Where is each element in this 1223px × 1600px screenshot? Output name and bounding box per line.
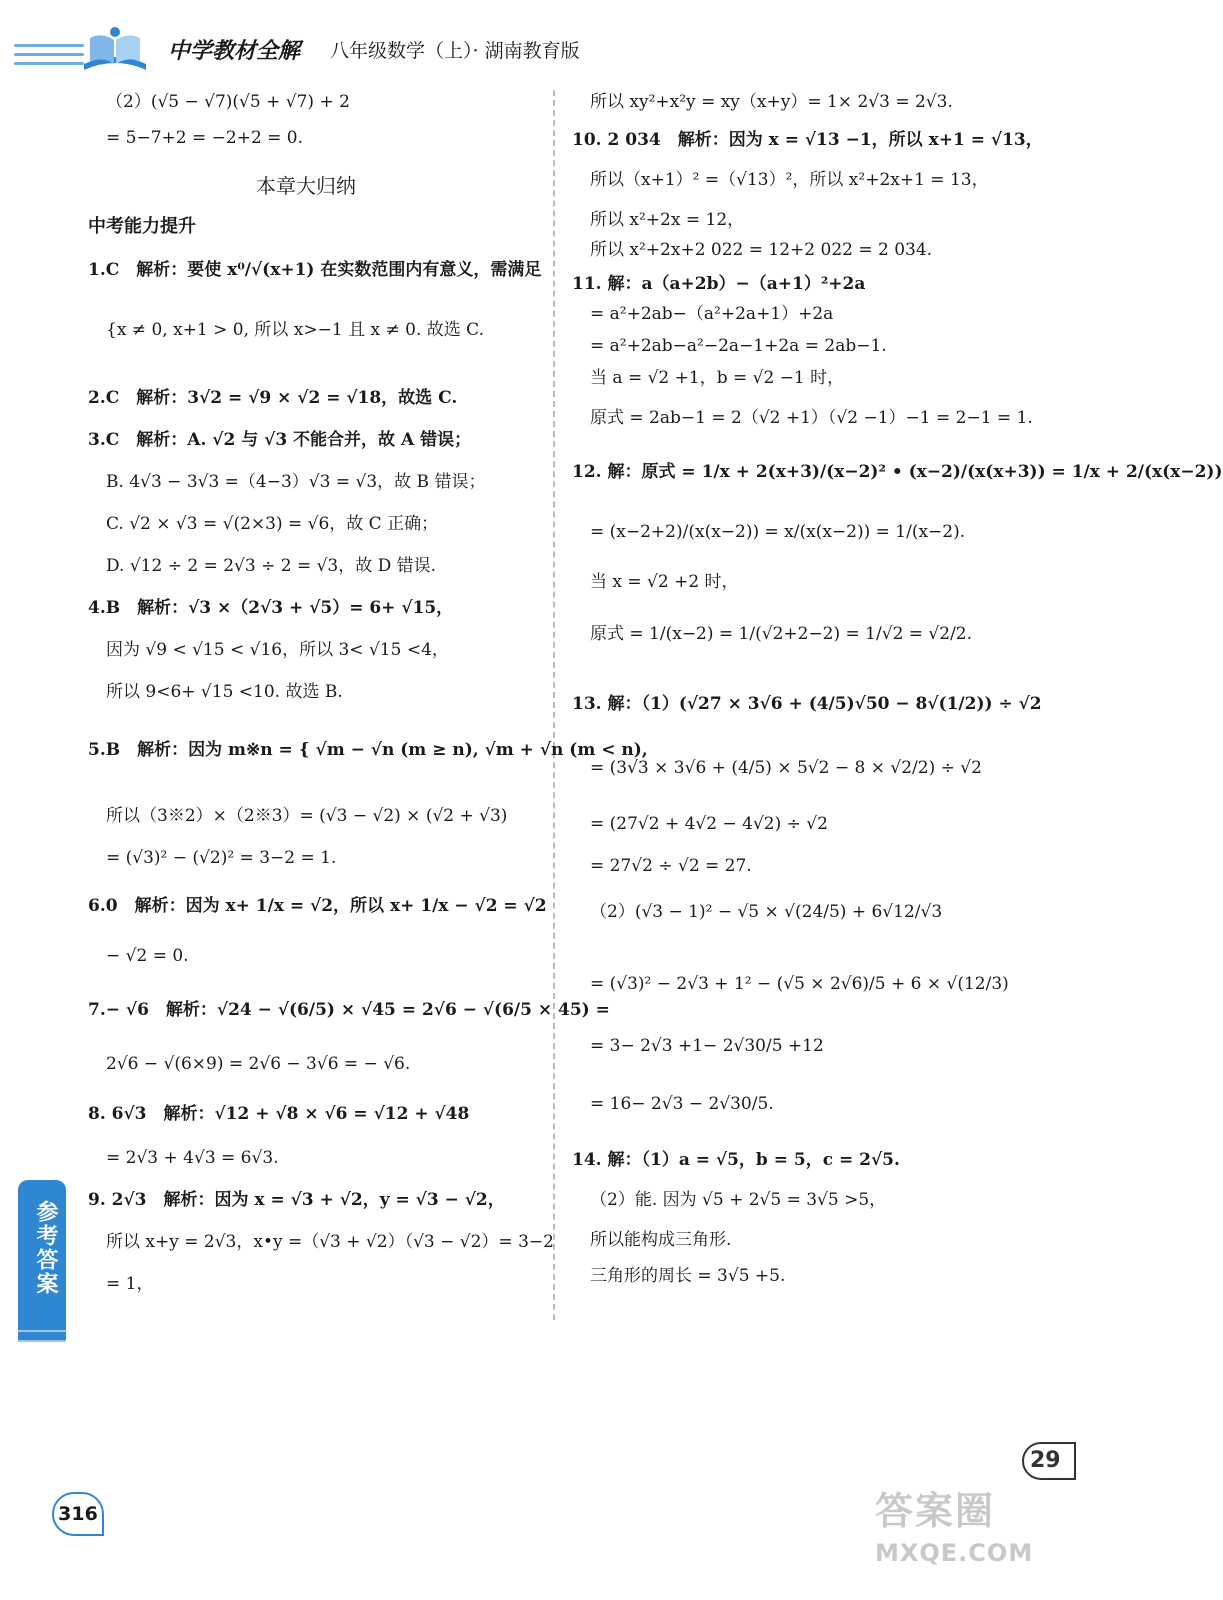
answer-line: 所以能构成三角形. [590, 1230, 732, 1250]
answer-line: 所以 x²+2x = 12， [590, 210, 745, 230]
answer-line: = (√3)² − 2√3 + 1² − (√5 × 2√6)/5 + 6 × √(12/3) [590, 974, 1009, 994]
side-tab-label: 参考答案 [33, 1200, 58, 1296]
book-logo-icon [78, 24, 152, 76]
subsection-title: 中考能力提升 [88, 216, 196, 237]
answer-line: B. 4√3 − 3√3 =（4−3）√3 = √3，故 B 错误； [106, 472, 486, 492]
answer-line: 所以 x+y = 2√3，x•y =（√3 + √2）（√3 − √2）= 3−2 [106, 1232, 554, 1252]
answer-line: 当 a = √2 +1，b = √2 −1 时， [590, 368, 845, 388]
corner-page-number: 29 [1022, 1442, 1076, 1480]
answer-line: = 3− 2√3 +1− 2√30/5 +12 [590, 1036, 824, 1056]
answer-line: 所以（x+1）² =（√13）²，所以 x²+2x+1 = 13， [590, 170, 989, 190]
page-header [0, 0, 1066, 80]
answer-line: = 27√2 ÷ √2 = 27. [590, 856, 752, 876]
answer-line: 2√6 − √(6×9) = 2√6 − 3√6 = − √6. [106, 1054, 411, 1074]
answer-line: D. √12 ÷ 2 = 2√3 ÷ 2 = √3，故 D 错误. [106, 556, 437, 576]
answer-line: 3.C 解析：A. √2 与 √3 不能合并，故 A 错误； [88, 430, 472, 450]
answer-line: （2）(√5 − √7)(√5 + √7) + 2 [106, 92, 350, 112]
answer-line: 9. 2√3 解析：因为 x = √3 + √2，y = √3 − √2， [88, 1190, 505, 1210]
answer-line: = a²+2ab−a²−2a−1+2a = 2ab−1. [590, 336, 887, 356]
answer-line: = a²+2ab−（a²+2a+1）+2a [590, 304, 834, 324]
answer-line: 11. 解：a（a+2b）−（a+1）²+2a [572, 274, 866, 294]
header-stripes [14, 44, 84, 71]
answer-line: 4.B 解析：√3 ×（2√3 + √5）= 6+ √15， [88, 598, 454, 618]
watermark-logo [875, 1480, 1050, 1590]
answer-line: 原式 = 2ab−1 = 2（√2 +1）（√2 −1）−1 = 2−1 = 1. [590, 408, 1033, 428]
answer-line: 2.C 解析：3√2 = √9 × √2 = √18，故选 C. [88, 388, 458, 408]
answer-line: = 16− 2√3 − 2√30/5. [590, 1094, 774, 1114]
answer-line: 6.0 解析：因为 x+ 1/x = √2，所以 x+ 1/x − √2 = √2 [88, 896, 547, 916]
section-title: 本章大归纳 [256, 174, 356, 198]
answer-line: = 1， [106, 1274, 154, 1294]
column-divider [553, 90, 555, 1320]
answer-line: = (3√3 × 3√6 + (4/5) × 5√2 − 8 × √2/2) ÷ √2 [590, 758, 982, 778]
answer-line: 原式 = 1/(x−2) = 1/(√2+2−2) = 1/√2 = √2/2. [590, 624, 973, 644]
reference-answer-tab [18, 1180, 66, 1340]
answer-line: 10. 2 034 解析：因为 x = √13 −1，所以 x+1 = √13， [572, 130, 1043, 150]
answer-line: 5.B 解析：因为 m※n = { √m − √n (m ≥ n), √m + √n (m < n), [88, 740, 648, 760]
answer-line: 12. 解：原式 = 1/x + 2(x+3)/(x−2)² • (x−2)/(x(x+3)) = 1/x + 2/(x(x−2)) [572, 462, 1223, 482]
answer-line: 1.C 解析：要使 x⁰/√(x+1) 在实数范围内有意义，需满足 [88, 260, 542, 280]
answer-line: 7.− √6 解析：√24 − √(6/5) × √45 = 2√6 − √(6/5 × 45) = [88, 1000, 610, 1020]
page-number: 316 [52, 1492, 104, 1536]
answer-line: 因为 √9 < √15 < √16，所以 3< √15 <4， [106, 640, 449, 660]
answer-line: 当 x = √2 +2 时， [590, 572, 739, 592]
answer-line: 14. 解：（1）a = √5，b = 5，c = 2√5. [572, 1150, 900, 1170]
answer-line: 8. 6√3 解析：√12 + √8 × √6 = √12 + √48 [88, 1104, 470, 1124]
book-subtitle: 八年级数学（上）· 湖南教育版 [330, 40, 580, 62]
watermark-en: MXQE.COM [875, 1539, 1034, 1567]
side-tab-lines [18, 1330, 66, 1350]
answer-line: = (27√2 + 4√2 − 4√2) ÷ √2 [590, 814, 828, 834]
answer-line: C. √2 × √3 = √(2×3) = √6，故 C 正确； [106, 514, 439, 534]
answer-line: {x ≠ 0, x+1 > 0, 所以 x>−1 且 x ≠ 0. 故选 C. [106, 320, 484, 340]
answer-line: = (x−2+2)/(x(x−2)) = x/(x(x−2)) = 1/(x−2). [590, 522, 966, 542]
answer-line: 所以 x²+2x+2 022 = 12+2 022 = 2 034. [590, 240, 933, 260]
answer-line: − √2 = 0. [106, 946, 189, 966]
answer-line: （2）(√3 − 1)² − √5 × √(24/5) + 6√12/√3 [590, 902, 943, 922]
answer-line: 所以（3※2）×（2※3）= (√3 − √2) × (√2 + √3) [106, 806, 508, 826]
answer-line: = 5−7+2 = −2+2 = 0. [106, 128, 304, 148]
answer-line: （2）能. 因为 √5 + 2√5 = 3√5 >5， [590, 1190, 887, 1210]
answer-line: = 2√3 + 4√3 = 6√3. [106, 1148, 279, 1168]
answer-line: = (√3)² − (√2)² = 3−2 = 1. [106, 848, 337, 868]
answer-line: 所以 9<6+ √15 <10. 故选 B. [106, 682, 343, 702]
answer-line: 所以 xy²+x²y = xy（x+y）= 1× 2√3 = 2√3. [590, 92, 953, 112]
watermark-cn: 答案圈 [875, 1489, 996, 1533]
book-title: 中学教材全解 [168, 39, 301, 64]
answer-line: 三角形的周长 = 3√5 +5. [590, 1266, 786, 1286]
answer-line: 13. 解：（1）(√27 × 3√6 + (4/5)√50 − 8√(1/2)) ÷ √2 [572, 694, 1042, 714]
